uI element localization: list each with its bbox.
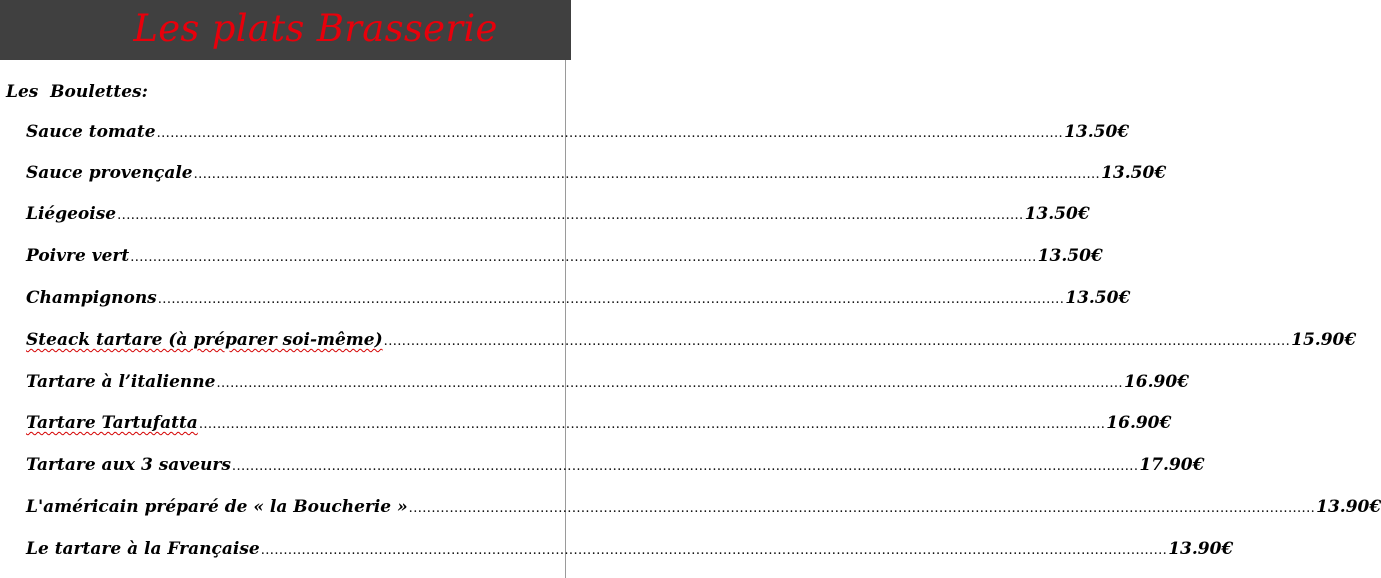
dot-leader: ........................................................................................................................................................................................................ (198, 417, 1106, 432)
dot-leader: ........................................................................................................................................................................................................ (156, 126, 1064, 141)
menu-item-price: 13.50€ (1024, 204, 1090, 224)
dot-leader: ........................................................................................................................................................................................................ (231, 459, 1139, 474)
menu-item-name: Le tartare à la Française (26, 539, 260, 559)
menu-item-name: Tartare Tartufatta (26, 413, 198, 433)
dot-leader: ........................................................................................................................................................................................................ (157, 292, 1065, 307)
menu-item (26, 160, 1167, 186)
menu-item-name: Liégeoise (26, 204, 117, 224)
menu-item-price: 13.50€ (1064, 122, 1130, 142)
menu-item-price: 13.50€ (1037, 246, 1103, 266)
menu-item-price: 13.50€ (1065, 288, 1131, 308)
dot-leader: ........................................................................................................................................................................................................ (130, 250, 1037, 265)
menu-item-name: Champignons (26, 288, 157, 308)
section-title: Les Boulettes: (6, 82, 148, 102)
menu-item-name: Poivre vert (26, 246, 130, 266)
menu-item (26, 119, 1130, 145)
menu-item-price: 15.90€ (1291, 330, 1357, 350)
menu-item (26, 327, 1357, 353)
menu-item-name: Steack tartare (à préparer soi-même) (26, 330, 383, 350)
dot-leader: ........................................................................................................................................................................................................ (260, 543, 1168, 558)
menu-item-name: L'américain préparé de « la Boucherie » (26, 497, 408, 517)
menu-item (26, 369, 1189, 395)
menu-item-name: Tartare à l’italienne (26, 372, 216, 392)
menu-item (26, 201, 1090, 227)
menu-item (26, 452, 1205, 478)
page-title: Les plats Brasserie (133, 7, 498, 50)
dot-leader: ........................................................................................................................................................................................................ (117, 208, 1024, 223)
dot-leader: ........................................................................................................................................................................................................ (193, 167, 1101, 182)
menu-item (26, 285, 1131, 311)
menu-item (26, 494, 1381, 520)
menu-item-name: Tartare aux 3 saveurs (26, 455, 231, 475)
menu-item-price: 13.90€ (1168, 539, 1234, 559)
menu-item-price: 13.50€ (1101, 163, 1167, 183)
menu-item (26, 536, 1234, 562)
dot-leader: ........................................................................................................................................................................................................ (408, 501, 1316, 516)
menu-item-price: 13.90€ (1316, 497, 1381, 517)
menu-item-name: Sauce provençale (26, 163, 193, 183)
menu-item-price: 16.90€ (1106, 413, 1172, 433)
menu-item-price: 16.90€ (1123, 372, 1189, 392)
menu-item (26, 410, 1172, 436)
menu-item (26, 243, 1103, 269)
dot-leader: ........................................................................................................................................................................................................ (383, 334, 1291, 349)
dot-leader: ........................................................................................................................................................................................................ (216, 376, 1123, 391)
menu-item-price: 17.90€ (1139, 455, 1205, 475)
menu-item-name: Sauce tomate (26, 122, 156, 142)
